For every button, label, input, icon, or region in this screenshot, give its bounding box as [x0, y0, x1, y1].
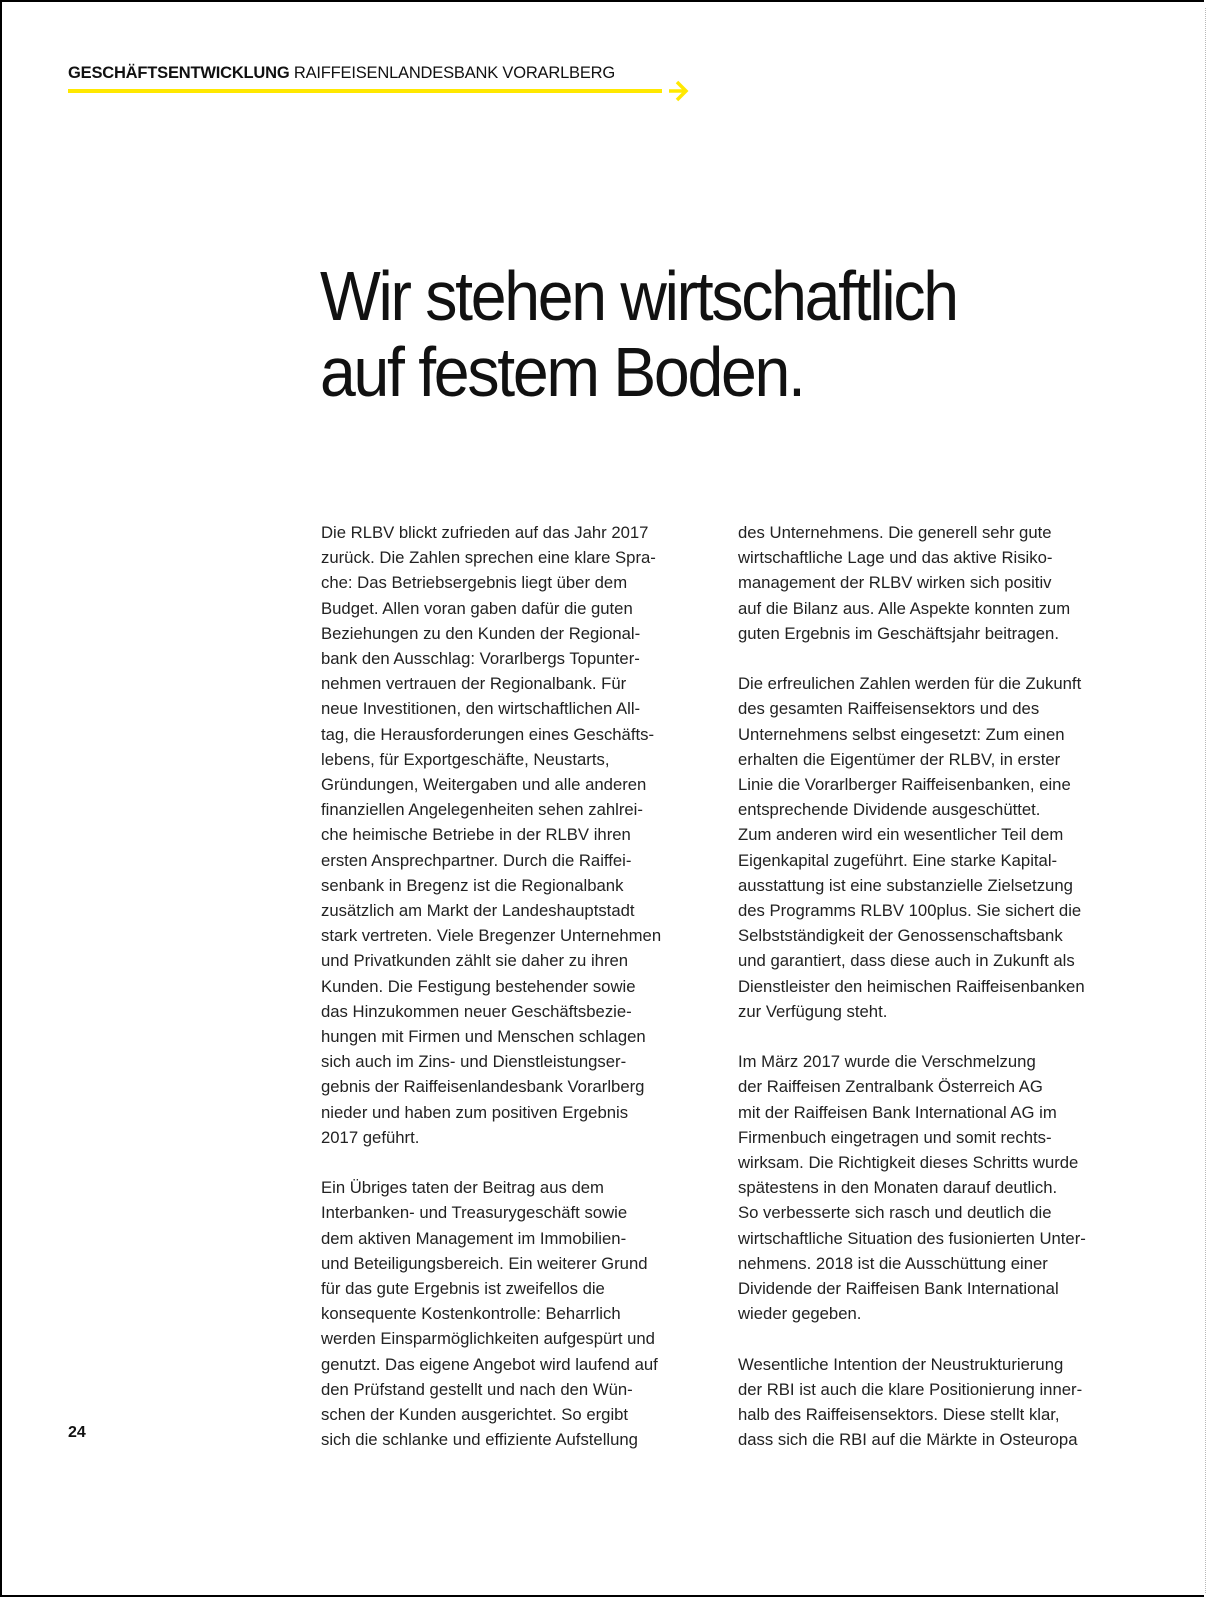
text-line: Budget. Allen voran gaben dafür die guten	[321, 598, 633, 618]
text-line: sich die schlanke und effiziente Aufstellung	[321, 1430, 638, 1450]
text-line: und Beteiligungsbereich. Ein weiterer Grund	[321, 1253, 648, 1273]
text-line: wieder gegeben.	[738, 1304, 862, 1324]
text-line: Zum anderen wird ein wesentlicher Teil dem	[738, 825, 1064, 845]
text-line: dass sich die RBI auf die Märkte in Osteuropa	[738, 1430, 1078, 1450]
text-line: lebens, für Exportgeschäfte, Neustarts,	[321, 749, 610, 769]
text-line: management der RLBV wirken sich positiv	[738, 573, 1052, 593]
text-line: che: Das Betriebsergebnis liegt über dem	[321, 573, 628, 593]
text-line: zur Verfügung steht.	[738, 1001, 888, 1021]
page-number: 24	[68, 1424, 86, 1441]
body-column-left	[321, 520, 711, 1478]
text-line: zurück. Die Zahlen sprechen eine klare Spra-	[321, 548, 656, 568]
paragraph	[738, 671, 1128, 1024]
text-line: Wesentliche Intention der Neustrukturierung	[738, 1354, 1064, 1374]
text-line: dem aktiven Management im Immobilien-	[321, 1228, 627, 1248]
body-column-right	[738, 520, 1128, 1478]
text-line: nieder und haben zum positiven Ergebnis	[321, 1102, 629, 1122]
text-line: Dienstleister den heimischen Raiffeisenbanken	[738, 976, 1085, 996]
paragraph	[321, 1175, 711, 1452]
text-line: Selbstständigkeit der Genossenschaftsbank	[738, 926, 1063, 946]
text-line: hungen mit Firmen und Menschen schlagen	[321, 1027, 646, 1047]
text-line: den Prüfstand gestellt und nach den Wün-	[321, 1379, 633, 1399]
text-line: tag, die Herausforderungen eines Geschäfts-	[321, 724, 655, 744]
page-headline	[320, 258, 957, 410]
text-line: guten Ergebnis im Geschäftsjahr beitragen.	[738, 623, 1059, 643]
text-line: 2017 geführt.	[321, 1127, 420, 1147]
text-line: Die RLBV blickt zufrieden auf das Jahr 2017	[321, 523, 649, 542]
text-line: mit der Raiffeisen Bank International AG im	[738, 1102, 1057, 1122]
text-line: und Privatkunden zählt sie daher zu ihren	[321, 951, 629, 971]
text-line: wirksam. Die Richtigkeit dieses Schritts wurde	[738, 1153, 1079, 1173]
text-line: zusätzlich am Markt der Landeshauptstadt	[321, 901, 635, 921]
text-line: schen der Kunden ausgerichtet. So ergibt	[321, 1405, 629, 1425]
text-line: des gesamten Raiffeisensektors und des	[738, 699, 1040, 719]
text-line: halb des Raiffeisensektors. Diese stellt klar,	[738, 1405, 1060, 1425]
text-line: auf die Bilanz aus. Alle Aspekte konnten zum	[738, 598, 1071, 618]
text-line: Kunden. Die Festigung bestehender sowie	[321, 976, 636, 996]
text-line: entsprechende Dividende ausgeschüttet.	[738, 800, 1041, 820]
text-line: des Programms RLBV 100plus. Sie sichert die	[738, 901, 1082, 921]
paragraph	[738, 1049, 1128, 1326]
text-line: und garantiert, dass diese auch in Zukunft als	[738, 951, 1075, 971]
text-line: wirtschaftliche Situation des fusionierten Unter-	[738, 1228, 1086, 1248]
text-line: wirtschaftliche Lage und das aktive Risiko-	[738, 548, 1053, 568]
text-line: nehmens. 2018 ist die Ausschüttung einer	[738, 1253, 1048, 1273]
text-line: Ein Übriges taten der Beitrag aus dem	[321, 1178, 604, 1198]
text-line: senbank in Bregenz ist die Regionalbank	[321, 875, 624, 895]
text-line: konsequente Kostenkontrolle: Beharrlich	[321, 1304, 621, 1324]
text-line: das Hinzukommen neuer Geschäftsbezie-	[321, 1001, 632, 1021]
text-line: ausstattung ist eine substanzielle Zielsetzung	[738, 875, 1073, 895]
text-line: Eigenkapital zugeführt. Eine starke Kapital-	[738, 850, 1058, 870]
text-line: spätestens in den Monaten darauf deutlich.	[738, 1178, 1058, 1198]
headline-line-1: Wir stehen wirtschaftlich	[320, 257, 957, 335]
headline-line-2: auf festem Boden.	[320, 333, 804, 411]
page-right-edge	[1205, 8, 1206, 1593]
arrow-right-icon	[667, 80, 689, 102]
paragraph	[738, 1352, 1128, 1453]
text-line: der Raiffeisen Zentralbank Österreich AG	[738, 1077, 1043, 1097]
text-line: sich auch im Zins- und Dienstleistungser-	[321, 1052, 627, 1072]
text-line: che heimische Betriebe in der RLBV ihren	[321, 825, 631, 845]
text-line: Interbanken- und Treasurygeschäft sowie	[321, 1203, 628, 1223]
text-line: erhalten die Eigentümer der RLBV, in erster	[738, 749, 1061, 769]
text-line: Im März 2017 wurde die Verschmelzung	[738, 1052, 1036, 1072]
text-line: gebnis der Raiffeisenlandesbank Vorarlberg	[321, 1077, 645, 1097]
text-line: nehmen vertrauen der Regionalbank. Für	[321, 674, 627, 694]
text-line: Beziehungen zu den Kunden der Regional-	[321, 623, 641, 643]
text-line: So verbesserte sich rasch und deutlich die	[738, 1203, 1052, 1223]
text-line: werden Einsparmöglichkeiten aufgespürt und	[321, 1329, 655, 1349]
text-line: Unternehmens selbst eingesetzt: Zum einen	[738, 724, 1065, 744]
text-line: Dividende der Raiffeisen Bank International	[738, 1279, 1059, 1299]
text-line: der RBI ist auch die klare Positionierung inner-	[738, 1379, 1083, 1399]
text-line: Die erfreulichen Zahlen werden für die Zukunft	[738, 674, 1082, 694]
paragraph	[738, 520, 1128, 646]
text-line: des Unternehmens. Die generell sehr gute	[738, 523, 1052, 542]
text-line: neue Investitionen, den wirtschaftlichen All-	[321, 699, 641, 719]
text-line: ersten Ansprechpartner. Durch die Raiffei-	[321, 850, 632, 870]
text-line: Gründungen, Weitergaben und alle anderen	[321, 775, 647, 795]
text-line: für das gute Ergebnis ist zweifellos die	[321, 1279, 605, 1299]
text-line: Linie die Vorarlberger Raiffeisenbanken, eine	[738, 775, 1071, 795]
paragraph	[321, 520, 711, 1150]
text-line: Firmenbuch eingetragen und somit rechts-	[738, 1127, 1052, 1147]
text-line: stark vertreten. Viele Bregenzer Unternehmen	[321, 926, 662, 946]
section-header	[68, 64, 615, 83]
section-title-bold: GESCHÄFTSENTWICKLUNG	[68, 64, 290, 82]
section-title-regular: RAIFFEISENLANDESBANK VORARLBERG	[289, 64, 616, 82]
text-line: genutzt. Das eigene Angebot wird laufend auf	[321, 1354, 658, 1374]
text-line: bank den Ausschlag: Vorarlbergs Topunter-	[321, 649, 640, 669]
header-yellow-rule	[68, 89, 662, 93]
text-line: finanziellen Angelegenheiten sehen zahlrei-	[321, 800, 643, 820]
